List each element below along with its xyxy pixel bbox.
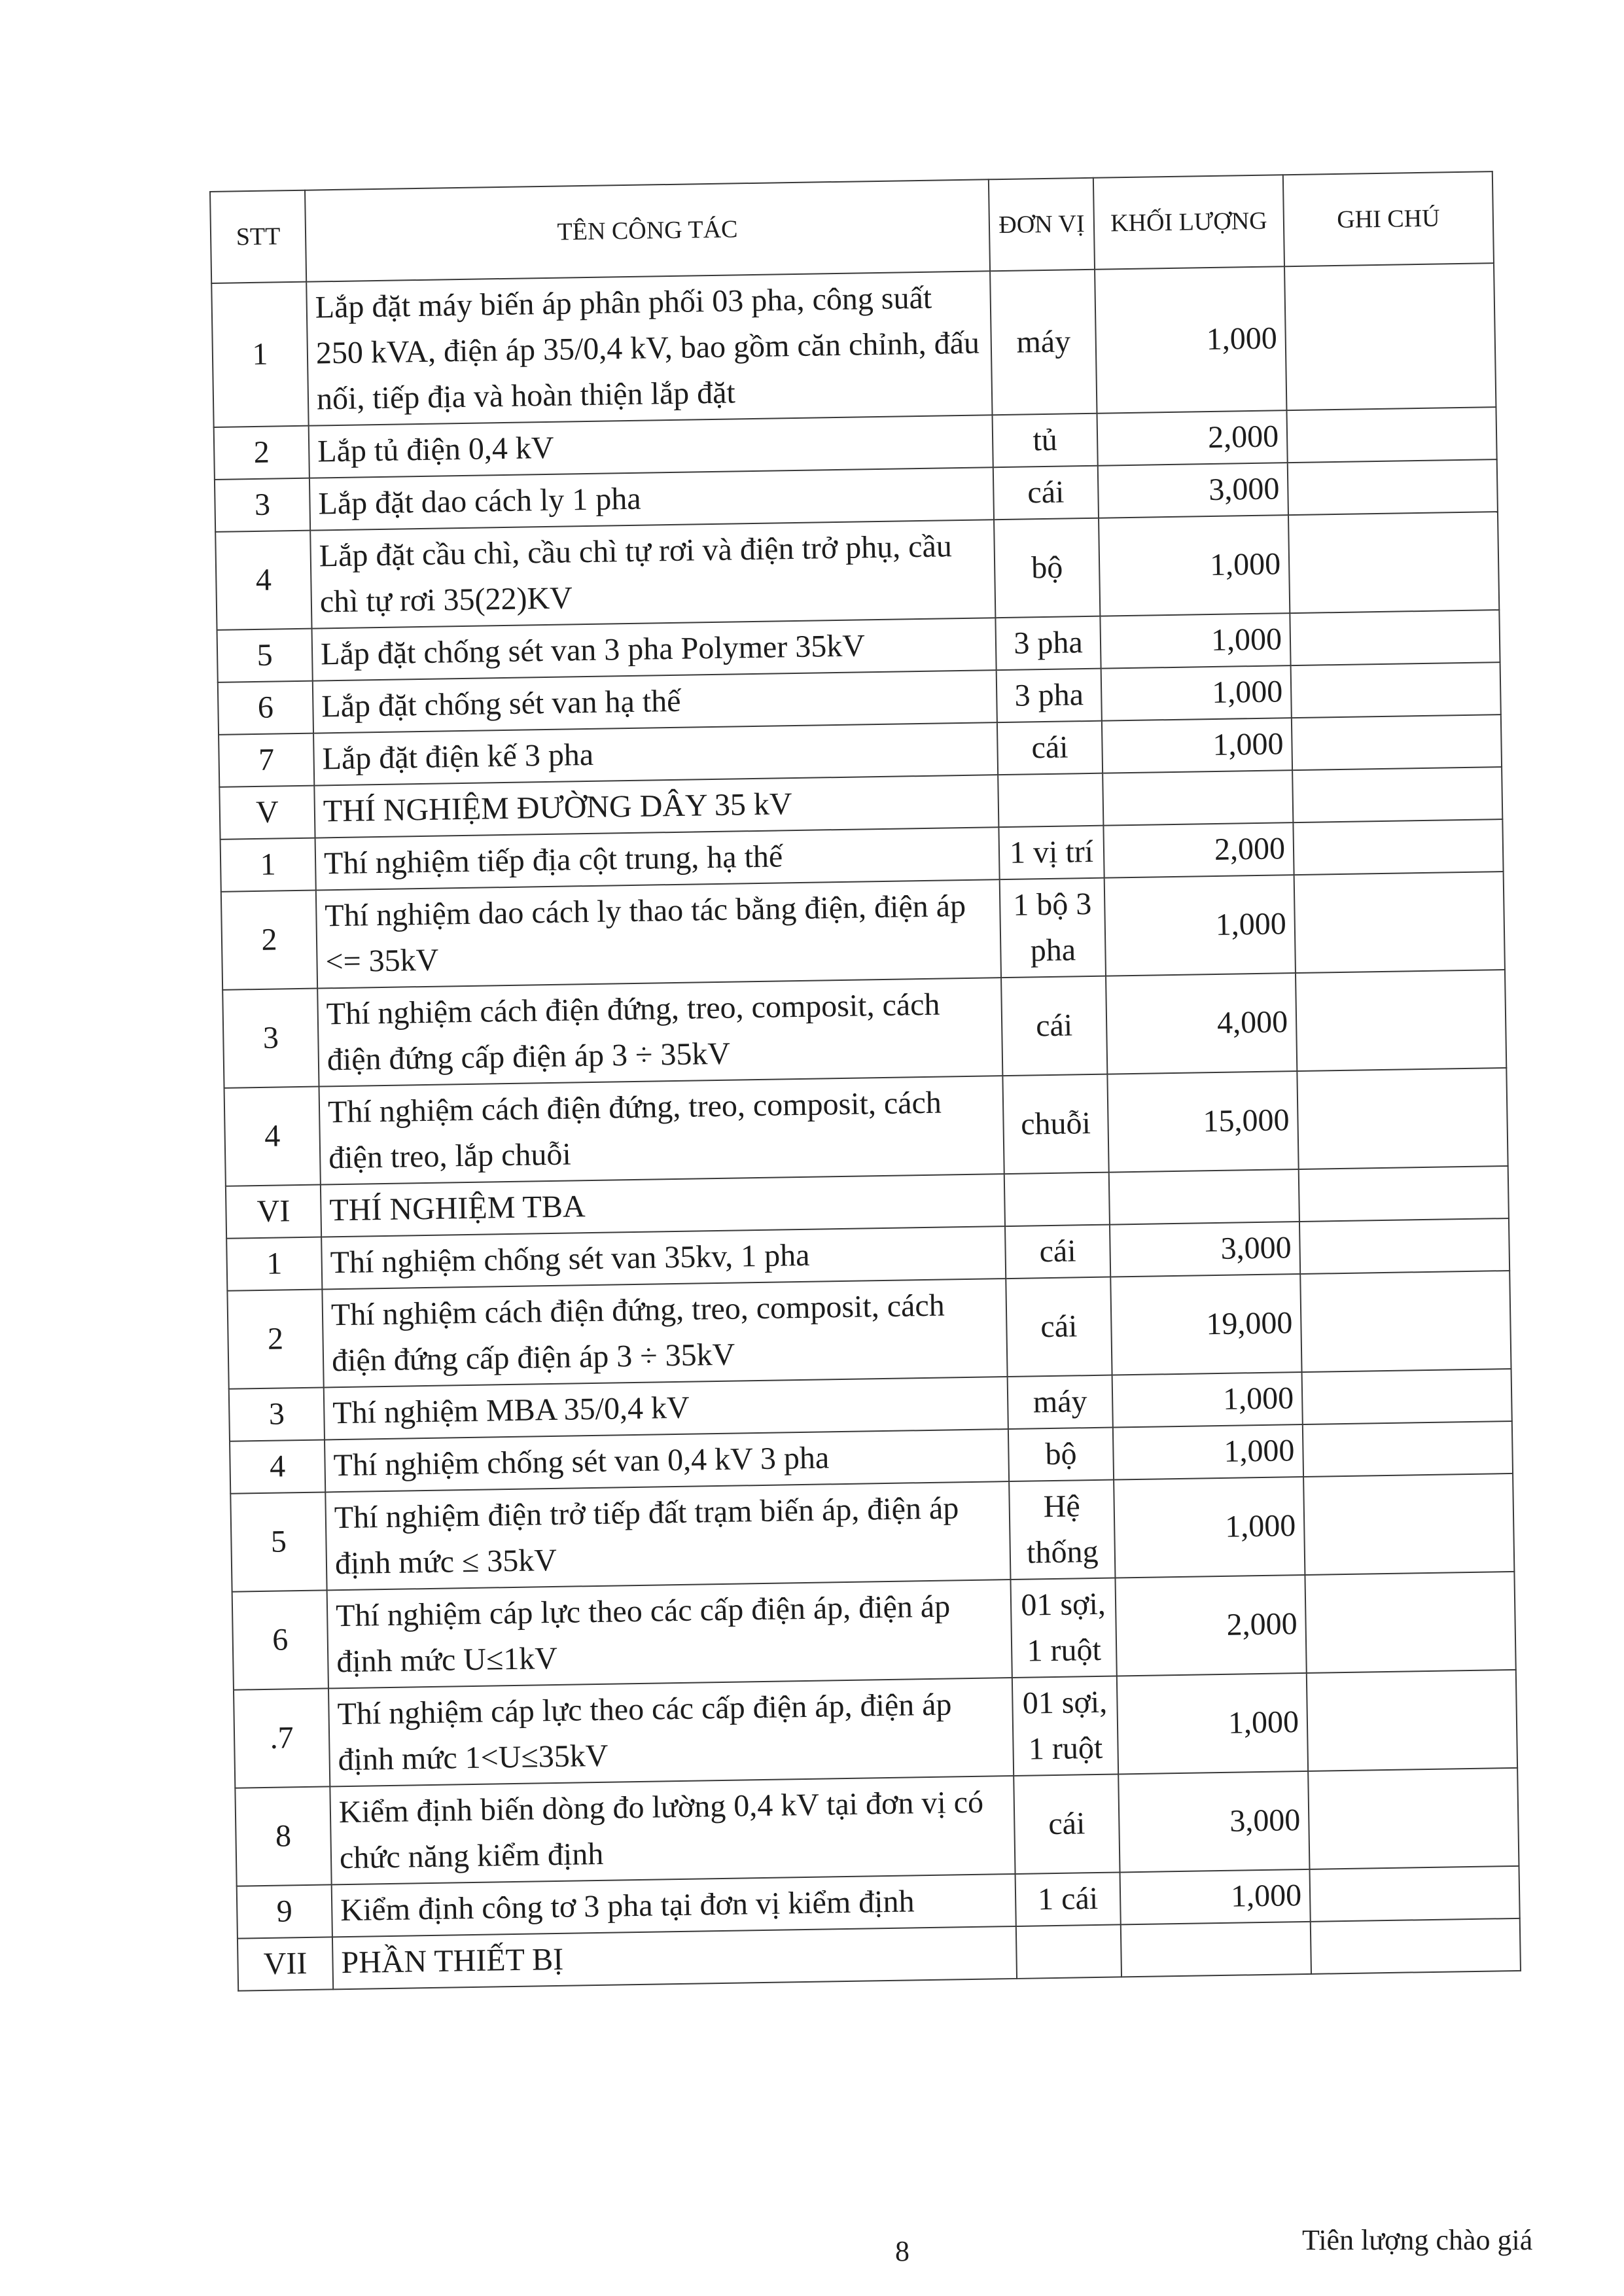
cell-stt: VII	[238, 1937, 333, 1990]
cell-name: Thí nghiệm cách điện đứng, treo, composit, cách điện treo, lắp chuỗi	[319, 1076, 1004, 1184]
cell-qty: 1,000	[1104, 875, 1296, 976]
cell-stt: 3	[229, 1387, 325, 1441]
cell-note	[1290, 610, 1500, 665]
cell-name: Lắp đặt điện kế 3 pha	[313, 722, 998, 785]
cell-stt: 2	[221, 891, 317, 990]
cell-name: Thí nghiệm MBA 35/0,4 kV	[324, 1377, 1008, 1439]
cell-unit: cái	[1006, 1277, 1112, 1377]
cell-stt: 3	[222, 989, 319, 1088]
cell-note	[1291, 662, 1501, 718]
cell-unit: tủ	[993, 414, 1098, 468]
cell-stt: 4	[224, 1087, 321, 1186]
cell-name: Lắp đặt máy biến áp phân phối 03 pha, công suất 250 kVA, điện áp 35/0,4 kV, bao gồm căn chỉnh, đấu nối, tiếp địa và hoàn thiện lắp đặt	[306, 271, 992, 425]
cell-unit: cái	[993, 466, 1099, 520]
cell-stt: 7	[219, 733, 314, 787]
cell-note	[1288, 459, 1498, 515]
cell-note	[1311, 1918, 1521, 1974]
footer-note: Tiên lượng chào giá	[1302, 2224, 1533, 2256]
cell-qty: 4,000	[1106, 973, 1297, 1074]
cell-note	[1293, 819, 1503, 875]
cell-note	[1294, 872, 1505, 973]
cell-unit: chuỗi	[1002, 1074, 1108, 1174]
cell-stt: 4	[215, 531, 311, 630]
cell-name: Lắp đặt cầu chì, cầu chì tự rơi và điện trở phụ, cầu chì tự rơi 35(22)KV	[310, 520, 995, 628]
cell-name: Thí nghiệm cáp lực theo các cấp điện áp, điện áp định mức U≤1kV	[327, 1580, 1012, 1688]
cell-stt: 2	[214, 426, 309, 480]
page-number: 8	[895, 2235, 909, 2267]
cell-note	[1303, 1474, 1514, 1575]
cell-qty	[1103, 770, 1293, 826]
cell-name: Lắp tủ điện 0,4 kV	[309, 415, 993, 478]
cell-qty: 1,000	[1117, 1673, 1308, 1775]
header-qty: KHỐI LƯỢNG	[1093, 175, 1284, 270]
cell-unit: bộ	[1008, 1428, 1114, 1482]
cell-qty: 1,000	[1113, 1424, 1303, 1480]
cell-name: Thí nghiệm cách điện đứng, treo, composit, cách điện đứng cấp điện áp 3 ÷ 35kV	[322, 1279, 1007, 1387]
cell-unit: 1 cái	[1015, 1872, 1121, 1926]
cell-stt: 2	[227, 1289, 323, 1388]
cell-stt: VI	[226, 1185, 321, 1239]
cell-qty: 2,000	[1103, 822, 1294, 878]
header-note: GHI CHÚ	[1283, 171, 1494, 266]
cell-qty: 1,000	[1102, 718, 1292, 773]
cell-name: Thí nghiệm cáp lực theo các cấp điện áp, điện áp định mức 1<U≤35kV	[328, 1678, 1014, 1786]
cell-qty: 1,000	[1095, 266, 1286, 414]
cell-qty: 15,000	[1107, 1071, 1298, 1173]
cell-note	[1302, 1369, 1512, 1424]
cell-qty	[1121, 1922, 1311, 1977]
cell-unit: cái	[1001, 976, 1107, 1076]
cell-stt: 9	[237, 1884, 332, 1938]
cell-name: Thí nghiệm dao cách ly thao tác bằng điện, điện áp <= 35kV	[316, 879, 1001, 988]
header-unit: ĐƠN VỊ	[989, 178, 1095, 271]
cell-note	[1296, 970, 1506, 1071]
cell-name: Thí nghiệm chống sét van 35kv, 1 pha	[321, 1226, 1006, 1289]
cell-note	[1308, 1768, 1519, 1869]
cell-note	[1286, 407, 1496, 463]
cell-qty: 2,000	[1097, 410, 1288, 466]
cell-unit: cái	[1005, 1225, 1110, 1279]
cell-stt: V	[219, 786, 315, 839]
cell-name: Kiểm định biến dòng đo lường 0,4 kV tại đơn vị có chức năng kiểm định	[330, 1776, 1015, 1884]
cell-note	[1292, 767, 1502, 822]
cell-note	[1305, 1572, 1515, 1673]
quantity-table	[209, 171, 1521, 1991]
cell-qty: 1,000	[1100, 613, 1290, 669]
cell-qty: 1,000	[1120, 1869, 1311, 1925]
cell-unit: 3 pha	[995, 616, 1101, 671]
cell-note	[1309, 1866, 1519, 1922]
cell-name: THÍ NGHIỆM TBA	[321, 1174, 1005, 1237]
cell-name: Thí nghiệm điện trở tiếp đất trạm biến áp, điện áp định mức ≤ 35kV	[325, 1481, 1010, 1590]
cell-note	[1303, 1421, 1513, 1477]
cell-note	[1299, 1218, 1509, 1274]
cell-stt: 1	[226, 1237, 322, 1291]
cell-qty: 1,000	[1114, 1477, 1305, 1578]
cell-unit	[1016, 1924, 1121, 1979]
cell-unit: máy	[990, 270, 1097, 415]
cell-name: Lắp đặt dao cách ly 1 pha	[309, 467, 994, 530]
cell-stt: 8	[235, 1786, 331, 1886]
cell-name: Lắp đặt chống sét van 3 pha Polymer 35kV	[312, 618, 997, 680]
cell-unit: cái	[997, 721, 1103, 775]
cell-qty	[1109, 1169, 1299, 1225]
cell-note	[1300, 1271, 1511, 1372]
cell-stt: 1	[221, 838, 316, 892]
cell-note	[1307, 1670, 1517, 1771]
cell-unit: Hệ thống	[1009, 1480, 1115, 1580]
cell-unit: 1 vị trí	[998, 826, 1104, 880]
cell-name: Thí nghiệm chống sét van 0,4 kV 3 pha	[325, 1429, 1009, 1492]
cell-name: Lắp đặt chống sét van hạ thế	[313, 670, 997, 733]
cell-name: Thí nghiệm cách điện đứng, treo, composit, cách điện đứng cấp điện áp 3 ÷ 35kV	[317, 978, 1002, 1086]
cell-stt: 5	[230, 1492, 327, 1591]
header-name: TÊN CÔNG TÁC	[305, 179, 990, 281]
cell-stt: 4	[230, 1439, 325, 1493]
cell-stt: 1	[211, 282, 308, 427]
cell-note	[1299, 1166, 1509, 1222]
cell-note	[1297, 1068, 1508, 1169]
cell-unit: cái	[1014, 1774, 1120, 1873]
cell-stt: .7	[234, 1688, 330, 1788]
cell-stt: 6	[218, 681, 313, 735]
cell-unit: 01 sợi, 1 ruột	[1010, 1578, 1116, 1678]
cell-stt: 5	[217, 629, 313, 682]
cell-note	[1292, 715, 1502, 770]
header-stt: STT	[210, 190, 306, 283]
cell-note	[1288, 512, 1499, 613]
cell-name: THÍ NGHIỆM ĐƯỜNG DÂY 35 kV	[314, 775, 998, 838]
cell-note	[1284, 263, 1496, 410]
cell-unit: 01 sợi, 1 ruột	[1012, 1676, 1118, 1775]
cell-unit: máy	[1008, 1375, 1113, 1430]
cell-qty: 1,000	[1112, 1372, 1303, 1428]
cell-stt: 3	[215, 478, 310, 532]
cell-qty: 2,000	[1115, 1575, 1306, 1676]
cell-unit	[998, 773, 1103, 828]
table-body	[211, 263, 1521, 1990]
cell-unit	[1004, 1173, 1110, 1227]
cell-unit: 3 pha	[997, 669, 1102, 723]
cell-name: Kiểm định công tơ 3 pha tại đơn vị kiểm định	[332, 1874, 1016, 1937]
cell-qty: 19,000	[1110, 1274, 1301, 1375]
cell-qty: 1,000	[1101, 665, 1292, 721]
cell-unit: 1 bộ 3 pha	[1000, 878, 1106, 978]
table-row	[211, 263, 1496, 427]
cell-qty: 3,000	[1110, 1222, 1300, 1277]
cell-name: PHẦN THIẾT BỊ	[332, 1926, 1017, 1989]
cell-stt: 6	[232, 1590, 328, 1689]
cell-qty: 3,000	[1118, 1771, 1309, 1873]
cell-qty: 3,000	[1098, 463, 1288, 518]
cell-unit: bộ	[994, 518, 1100, 618]
cell-name: Thí nghiệm tiếp địa cột trung, hạ thế	[315, 827, 1000, 890]
cell-qty: 1,000	[1099, 515, 1290, 616]
